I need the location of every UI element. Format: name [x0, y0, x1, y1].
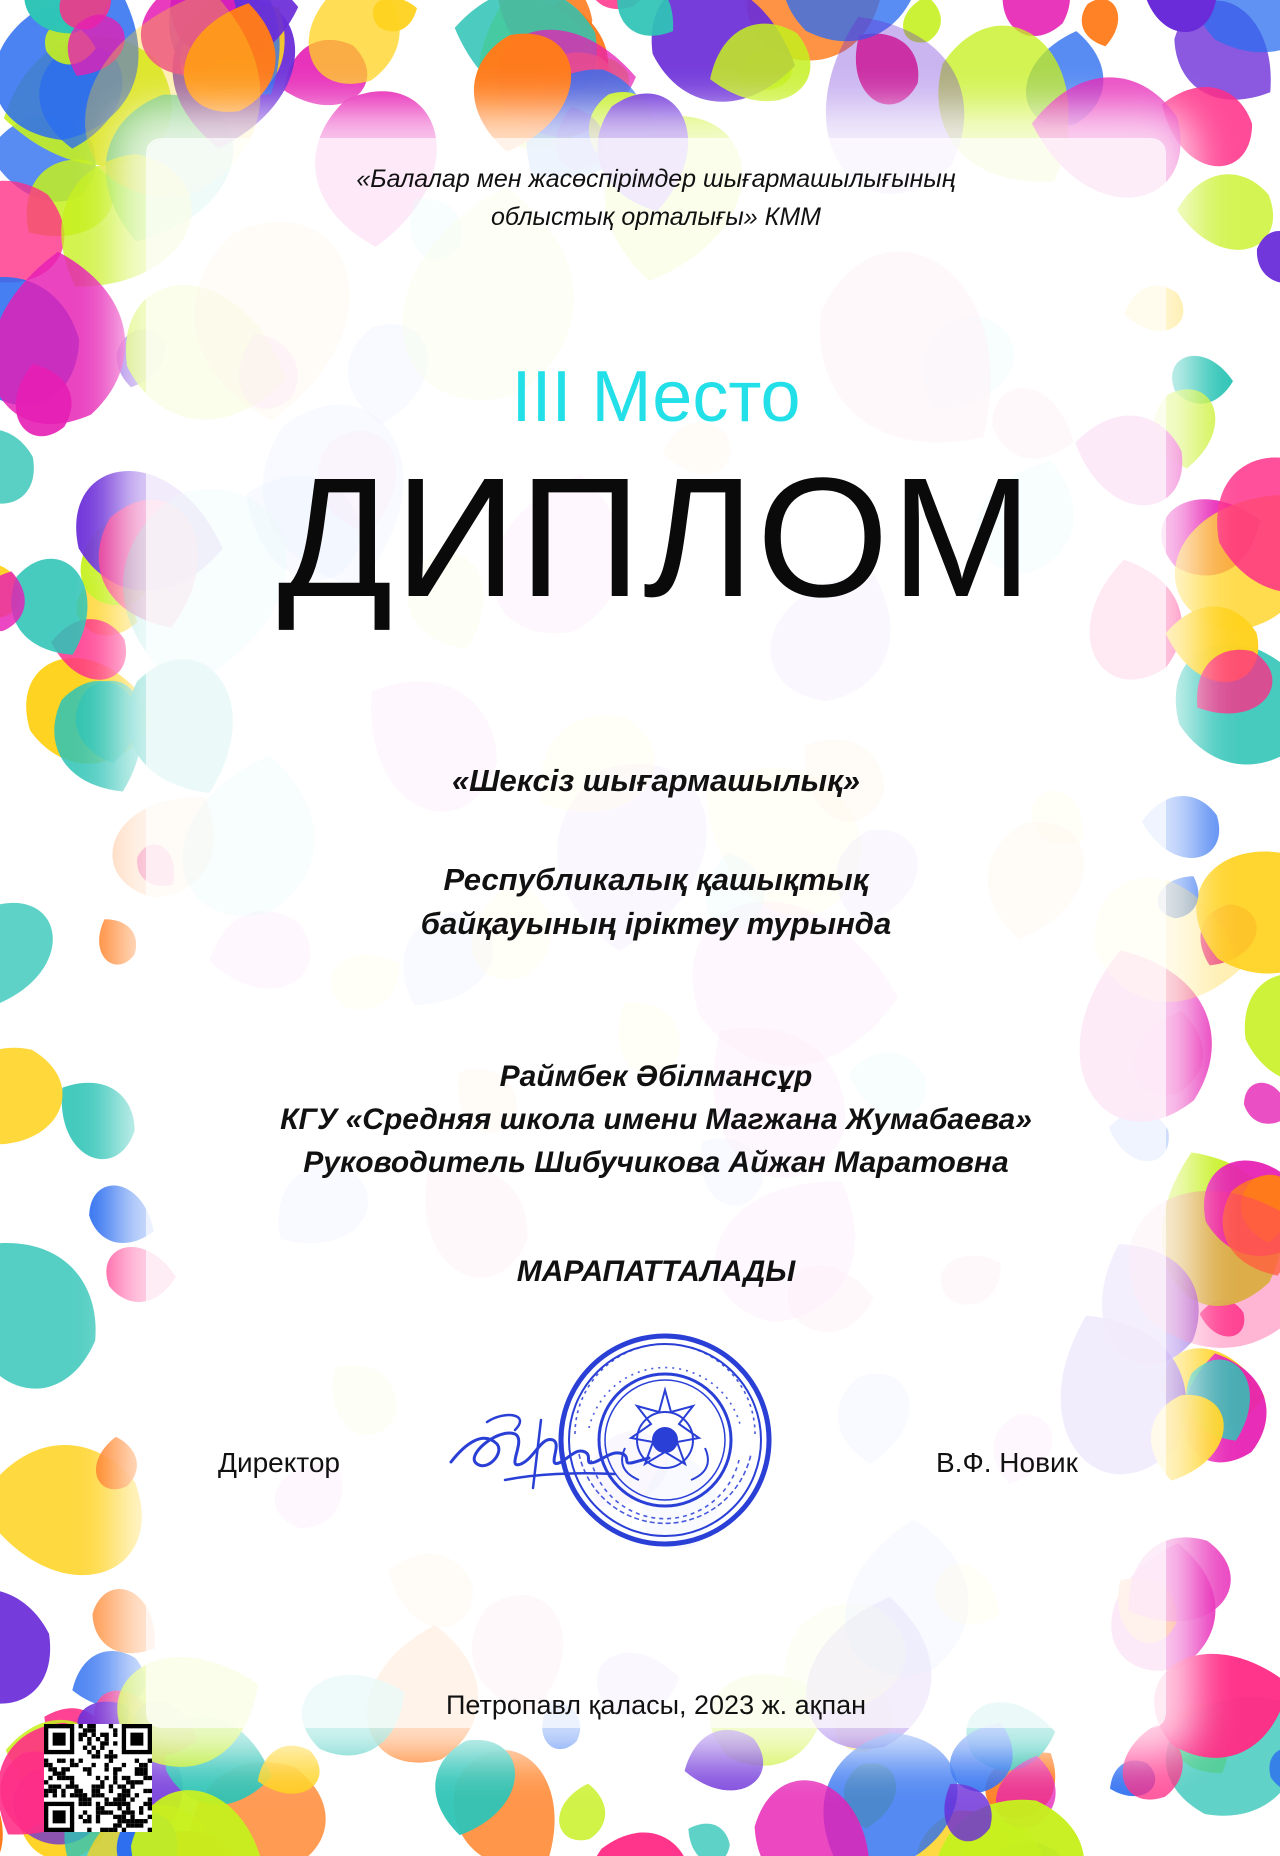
- decor-petal: [680, 1817, 736, 1856]
- decor-petal: [558, 1783, 605, 1840]
- organization-header: [146, 160, 1166, 236]
- recipient-school: КГУ «Средняя школа имени Магжана Жумабаева»: [280, 1103, 1032, 1136]
- decor-petal: [1240, 970, 1280, 1090]
- signatory-name: В.Ф. Новик: [936, 1447, 1078, 1478]
- decor-petal: [85, 910, 145, 971]
- recipient-supervisor: Руководитель Шибучикова Айжан Маратовна: [303, 1146, 1009, 1179]
- signatory-position: Директор: [218, 1447, 340, 1478]
- contest-type-line-2: байқауының іріктеу турында: [420, 906, 892, 941]
- decor-petal: [0, 1211, 125, 1411]
- contest-type: [146, 858, 1166, 946]
- place-label: III Место: [511, 357, 801, 437]
- contest-name: «Шексіз шығармашылық»: [451, 763, 861, 798]
- decor-petal: [0, 427, 35, 505]
- award-text: МАРАПАТТАЛАДЫ: [516, 1255, 796, 1288]
- decor-petal: [0, 1584, 54, 1707]
- diploma-title: ДИПЛОМ: [277, 443, 1035, 633]
- organization-line-1: «Балалар мен жасөспірімдер шығармашылығының: [356, 165, 956, 193]
- recipient-name: Раймбек Әбілмансұр: [499, 1060, 813, 1093]
- contest-type-line-1: Республикалық қашықтық: [443, 862, 869, 897]
- decor-petal: [0, 902, 54, 1005]
- qr-code-icon[interactable]: [44, 1724, 152, 1832]
- decor-petal: [1240, 1079, 1280, 1129]
- director-signature: [445, 1400, 655, 1500]
- recipient-block: [146, 1055, 1166, 1184]
- footer-place-date: Петропавл қаласы, 2023 ж. ақпан: [445, 1690, 867, 1720]
- organization-line-2: облыстық орталығы» КММ: [491, 203, 821, 231]
